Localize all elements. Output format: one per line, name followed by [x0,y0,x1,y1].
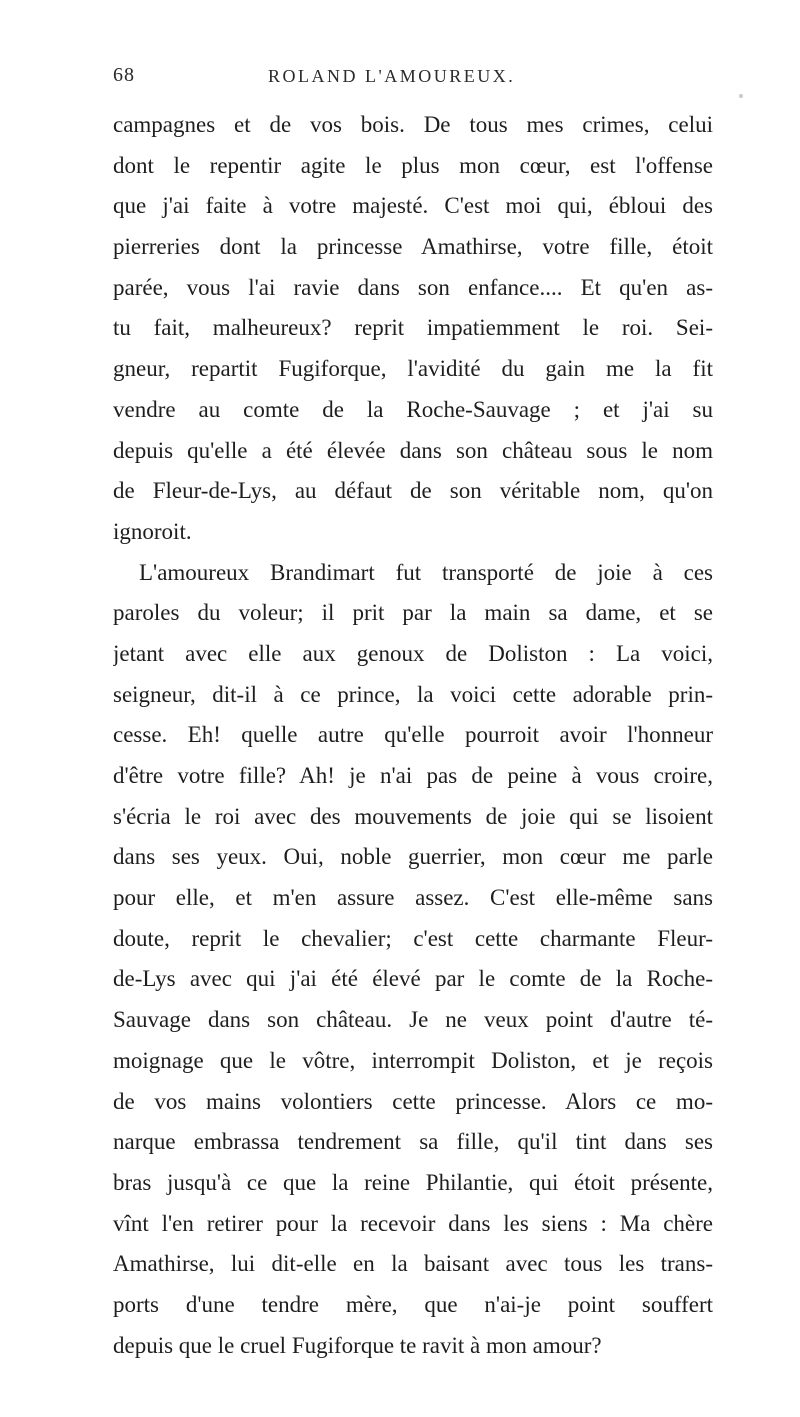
text-line: depuis que le cruel Fugiforque te ravit à mon amour? [113,1332,602,1358]
text-line: dont le repentir agite le plus mon cœur, est l'offense [113,152,713,178]
text-line: bras jusqu'à ce que la reine Philantie, qui étoit présente, [113,1169,713,1195]
text-line: depuis qu'elle a été élevée dans son château sous le nom [113,437,713,463]
text-line: vînt l'en retirer pour la recevoir dans les siens : Ma chère [113,1210,713,1236]
page-header [113,64,713,94]
body-text [113,110,713,1371]
text-line: de vos mains volontiers cette princesse. Alors ce mo- [113,1088,713,1114]
text-line: seigneur, dit-il à ce prince, la voici cette adorable prin- [113,681,713,707]
text-line: ignoroit. [113,518,192,544]
text-line: jetant avec elle aux genoux de Doliston : La voici, [113,640,713,666]
text-line: L'amoureux Brandimart fut transporté de joie à ces [139,559,713,585]
text-line: de Fleur-de-Lys, au défaut de son véritable nom, qu'on [113,478,713,504]
text-line: narque embrassa tendrement sa fille, qu'il tint dans ses [113,1129,713,1155]
text-line: Sauvage dans son château. Je ne veux point d'autre té- [113,1007,713,1033]
text-line: gneur, repartit Fugiforque, l'avidité du gain me la fit [113,356,713,382]
running-title: ROLAND L'AMOUREUX. [268,66,516,86]
text-line: tu fait, malheureux? reprit impatiemment le roi. Sei- [113,315,713,341]
text-line: pour elle, et m'en assure assez. C'est elle-même sans [113,885,713,911]
text-line: vendre au comte de la Roche-Sauvage ; et j'ai su [113,396,713,422]
text-line: paroles du voleur; il prit par la main sa dame, et se [113,600,713,626]
text-line: dans ses yeux. Oui, noble guerrier, mon cœur me parle [113,844,713,870]
text-line: que j'ai faite à votre majesté. C'est moi qui, ébloui des [113,193,713,219]
text-line: doute, reprit le chevalier; c'est cette charmante Fleur- [113,925,713,951]
page-number: 68 [113,64,135,86]
text-line: ports d'une tendre mère, que n'ai-je point souffert [113,1291,713,1317]
text-line: parée, vous l'ai ravie dans son enfance.... Et qu'en as- [113,274,713,300]
text-line: Amathirse, lui dit-elle en la baisant avec tous les trans- [113,1251,713,1277]
text-line: moignage que le vôtre, interrompit Doliston, et je reçois [113,1047,713,1073]
ink-speck [739,94,743,98]
text-line: pierreries dont la princesse Amathirse, votre fille, étoit [113,234,713,260]
text-line: s'écria le roi avec des mouvements de joie qui se lisoient [113,803,713,829]
text-line: de-Lys avec qui j'ai été élevé par le comte de la Roche- [113,966,713,992]
text-line: cesse. Eh! quelle autre qu'elle pourroit avoir l'honneur [113,722,713,748]
text-line: campagnes et de vos bois. De tous mes crimes, celui [113,112,713,137]
text-line: d'être votre fille? Ah! je n'ai pas de peine à vous croire, [113,763,713,788]
